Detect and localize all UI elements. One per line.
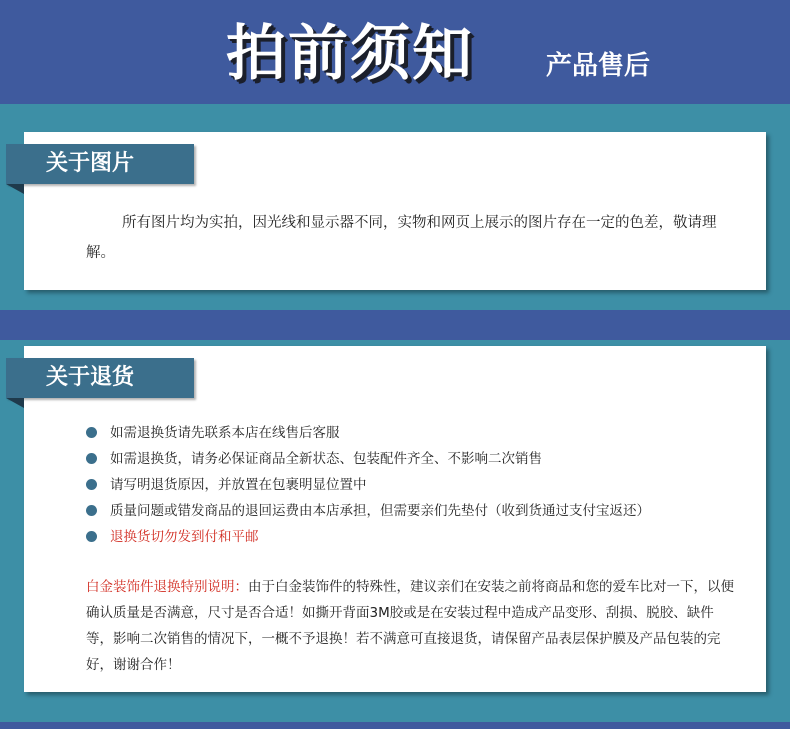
footer-strip: [0, 722, 790, 729]
list-item: [86, 498, 650, 524]
bullet-dot-icon: [86, 505, 97, 516]
list-item-warning: [86, 524, 650, 550]
bullet-dot-icon: [86, 453, 97, 464]
bullet-dot-icon: [86, 531, 97, 542]
header-banner: [0, 0, 790, 104]
list-item-text: 请写明退货原因，并放置在包裹明显位置中: [110, 477, 367, 493]
returns-rules-list: [86, 420, 650, 550]
list-item-text: 如需退换货，请务必保证商品全新状态、包装配件齐全、不影响二次销售: [110, 451, 542, 467]
list-item-text: 质量问题或错发商品的退回运费由本店承担，但需要亲们先垫付（收到货通过支付宝返还）: [110, 503, 650, 519]
list-item: [86, 472, 650, 498]
page-title: 拍前须知: [226, 19, 474, 89]
list-item-text: 退换货切勿发到付和平邮: [110, 529, 259, 545]
special-note-title: 白金装饰件退换特别说明：: [86, 579, 248, 595]
section-heading-returns: 关于退货: [6, 358, 194, 398]
special-note-body: 由于白金装饰件的特殊性，建议亲们在安装之前将商品和您的爱车比对一下，以便确认质量是否满意，尺寸是否合适！如撕开背面3M胶或是在安装过程中造成产品变形、刮损、脱胶、缺件等，影响二次销售的情况下，一概不予退换！若不满意可直接退货，请保留产品表层保护膜及产品包装的完好，谢谢合作！: [86, 579, 734, 673]
bullet-dot-icon: [86, 479, 97, 490]
special-note: [86, 574, 736, 678]
tab-fold-decoration: [6, 398, 24, 408]
list-item-text: 如需退换货请先联系本店在线售后客服: [110, 425, 340, 441]
list-item: [86, 420, 650, 446]
tab-fold-decoration: [6, 184, 24, 194]
bullet-dot-icon: [86, 427, 97, 438]
section-heading-pictures: 关于图片: [6, 144, 194, 184]
pictures-description: 所有图片均为实拍，因光线和显示器不同，实物和网页上展示的图片存在一定的色差，敬请理解。: [86, 215, 717, 261]
page-subtitle: 产品售后: [546, 51, 651, 81]
section-divider: [0, 310, 790, 340]
list-item: [86, 446, 650, 472]
